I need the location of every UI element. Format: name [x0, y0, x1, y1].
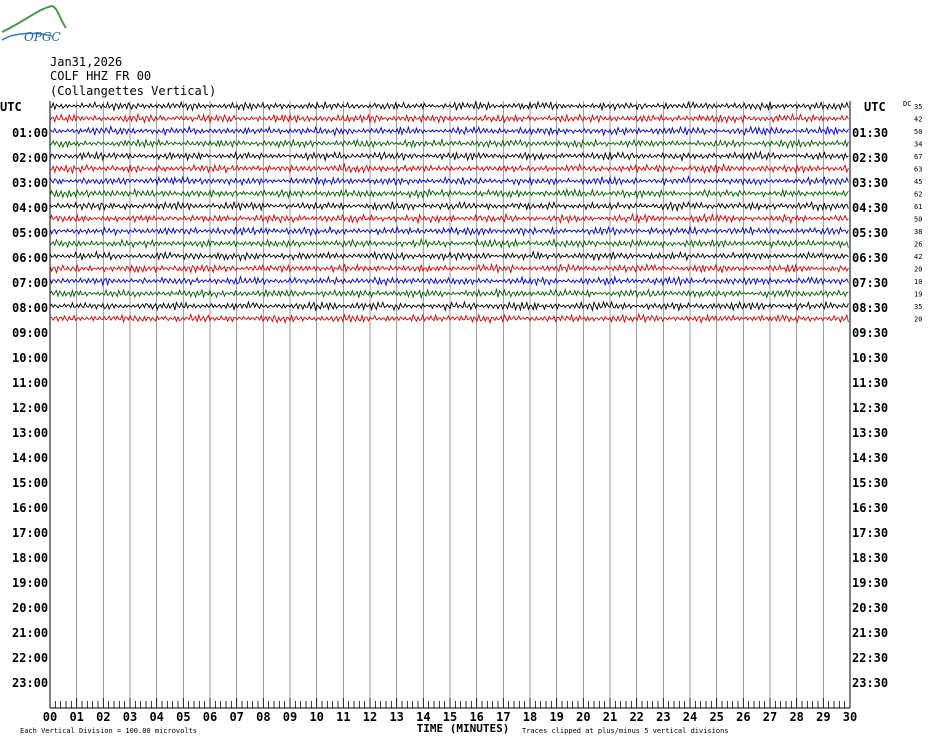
x-tick-label: 07 — [229, 710, 244, 724]
x-tick-label: 10 — [309, 710, 324, 724]
right-hour-label: 16:30 — [852, 501, 889, 515]
seismic-trace — [50, 227, 848, 235]
seismic-trace — [50, 214, 848, 223]
right-hour-label: 10:30 — [852, 351, 889, 365]
dc-value: 61 — [914, 203, 923, 211]
right-hour-label: 21:30 — [852, 626, 889, 640]
x-tick-label: 11 — [336, 710, 351, 724]
x-tick-label: 16 — [469, 710, 484, 724]
left-hour-label: 19:00 — [12, 576, 49, 590]
right-hour-label: 14:30 — [852, 451, 889, 465]
seismic-trace — [50, 177, 848, 185]
right-hour-label: 08:30 — [852, 301, 889, 315]
dc-value: 26 — [914, 240, 923, 249]
right-hour-label: 18:30 — [852, 551, 889, 565]
dc-value: 63 — [914, 165, 923, 174]
dc-value: 20 — [914, 265, 923, 274]
x-tick-label: 30 — [842, 710, 858, 724]
x-tick-label: 28 — [789, 710, 804, 724]
left-axis-title: UTC — [0, 100, 22, 114]
left-hour-label: 04:00 — [12, 201, 49, 215]
dc-value: 34 — [914, 140, 923, 149]
x-tick-label: 26 — [736, 710, 751, 724]
x-tick-label: 09 — [282, 710, 298, 724]
right-hour-label: 06:30 — [852, 251, 889, 265]
right-hour-label: 15:30 — [852, 476, 889, 490]
seismic-trace — [50, 202, 848, 211]
x-tick-label: 25 — [709, 710, 724, 724]
dc-value: 50 — [914, 215, 923, 224]
left-hour-label: 06:00 — [12, 251, 49, 265]
x-tick-label: 17 — [496, 710, 511, 724]
seismic-trace — [50, 127, 848, 136]
right-axis-title: UTC — [864, 100, 886, 114]
right-hour-label: 20:30 — [852, 601, 889, 615]
x-tick-label: 23 — [656, 710, 671, 724]
right-hour-label: 07:30 — [852, 276, 889, 290]
x-tick-label: 00 — [42, 710, 58, 724]
right-hour-label: 05:30 — [852, 226, 889, 240]
footer-right: Traces clipped at plus/minus 5 vertical divisions — [522, 727, 729, 735]
left-hour-label: 20:00 — [12, 601, 49, 615]
left-hour-label: 11:00 — [12, 376, 49, 390]
left-hour-label: 18:00 — [12, 551, 49, 565]
dc-value: 19 — [914, 290, 923, 299]
x-tick-label: 03 — [122, 710, 138, 724]
x-tick-label: 19 — [549, 710, 564, 724]
left-hour-label: 07:00 — [12, 276, 49, 290]
right-hour-label: 11:30 — [852, 376, 889, 390]
left-hour-label: 23:00 — [12, 676, 49, 690]
dc-label: DC — [903, 100, 912, 108]
x-tick-label: 04 — [149, 710, 164, 724]
x-tick-label: 14 — [416, 710, 431, 724]
seismic-trace — [50, 102, 848, 111]
right-hour-label: 03:30 — [852, 176, 889, 190]
x-tick-label: 05 — [176, 710, 191, 724]
x-tick-label: 12 — [362, 710, 378, 724]
dc-value: 67 — [914, 153, 923, 161]
seismic-trace — [50, 114, 848, 122]
left-hour-label: 05:00 — [12, 226, 49, 240]
x-tick-label: 18 — [522, 710, 538, 724]
x-tick-label: 24 — [682, 710, 698, 724]
location-label: (Collangettes Vertical) — [50, 84, 217, 98]
dc-value: 45 — [914, 178, 923, 186]
seismic-trace — [50, 264, 848, 273]
footer-left: Each Vertical Division = 100.00 microvolts — [20, 727, 198, 735]
x-tick-label: 27 — [762, 710, 778, 724]
x-tick-label: 06 — [202, 710, 218, 724]
right-hour-label: 01:30 — [852, 126, 889, 140]
left-hour-label: 22:00 — [12, 651, 49, 665]
x-tick-label: 01 — [69, 710, 84, 724]
dc-value: 62 — [914, 190, 923, 199]
seismic-trace — [50, 189, 848, 198]
left-hour-label: 16:00 — [12, 501, 49, 515]
seismic-trace — [50, 252, 848, 261]
left-hour-label: 09:00 — [12, 326, 49, 340]
right-hour-label: 13:30 — [852, 426, 889, 440]
dc-value: 50 — [914, 128, 923, 136]
left-hour-label: 12:00 — [12, 401, 49, 415]
dc-value: 20 — [914, 315, 923, 324]
right-hour-label: 23:30 — [852, 676, 889, 690]
right-hour-label: 12:30 — [852, 401, 889, 415]
seismic-trace — [50, 152, 848, 161]
right-hour-label: 22:30 — [852, 651, 889, 665]
x-tick-label: 20 — [576, 710, 591, 724]
x-tick-label: 22 — [629, 710, 644, 724]
left-hour-label: 21:00 — [12, 626, 49, 640]
seismic-trace — [50, 164, 848, 173]
x-tick-label: 02 — [96, 710, 111, 724]
left-hour-label: 08:00 — [12, 301, 49, 315]
logo-text: OPGC — [24, 30, 61, 44]
seismic-trace — [50, 139, 848, 147]
seismic-trace — [50, 302, 848, 310]
dc-value: 35 — [914, 103, 923, 111]
right-hour-label: 02:30 — [852, 151, 889, 165]
dc-value: 42 — [914, 253, 923, 261]
seismic-trace — [50, 239, 848, 247]
date-label: Jan31,2026 — [50, 55, 123, 69]
left-hour-label: 13:00 — [12, 426, 49, 440]
x-tick-label: 08 — [256, 710, 271, 724]
left-hour-label: 17:00 — [12, 526, 49, 540]
right-hour-label: 19:30 — [852, 576, 889, 590]
seismic-trace — [50, 314, 848, 323]
x-tick-label: 29 — [816, 710, 831, 724]
left-hour-label: 02:00 — [12, 151, 49, 165]
dc-value: 42 — [914, 115, 923, 124]
x-tick-label: 13 — [389, 710, 404, 724]
dc-value: 38 — [914, 228, 923, 236]
left-hour-label: 15:00 — [12, 476, 49, 490]
x-axis-title: TIME (MINUTES) — [416, 722, 510, 735]
x-tick-label: 15 — [442, 710, 458, 724]
left-hour-label: 03:00 — [12, 176, 49, 190]
x-tick-label: 21 — [602, 710, 618, 724]
left-hour-label: 14:00 — [12, 451, 49, 465]
seismic-trace — [50, 277, 848, 286]
dc-value: 10 — [914, 278, 923, 286]
right-hour-label: 17:30 — [852, 526, 889, 540]
seismic-trace — [50, 289, 848, 297]
left-hour-label: 01:00 — [12, 126, 49, 140]
left-hour-label: 10:00 — [12, 351, 49, 365]
right-hour-label: 04:30 — [852, 201, 889, 215]
right-hour-label: 09:30 — [852, 326, 889, 340]
dc-value: 35 — [914, 303, 923, 311]
station-label: COLF HHZ FR 00 — [50, 69, 152, 83]
